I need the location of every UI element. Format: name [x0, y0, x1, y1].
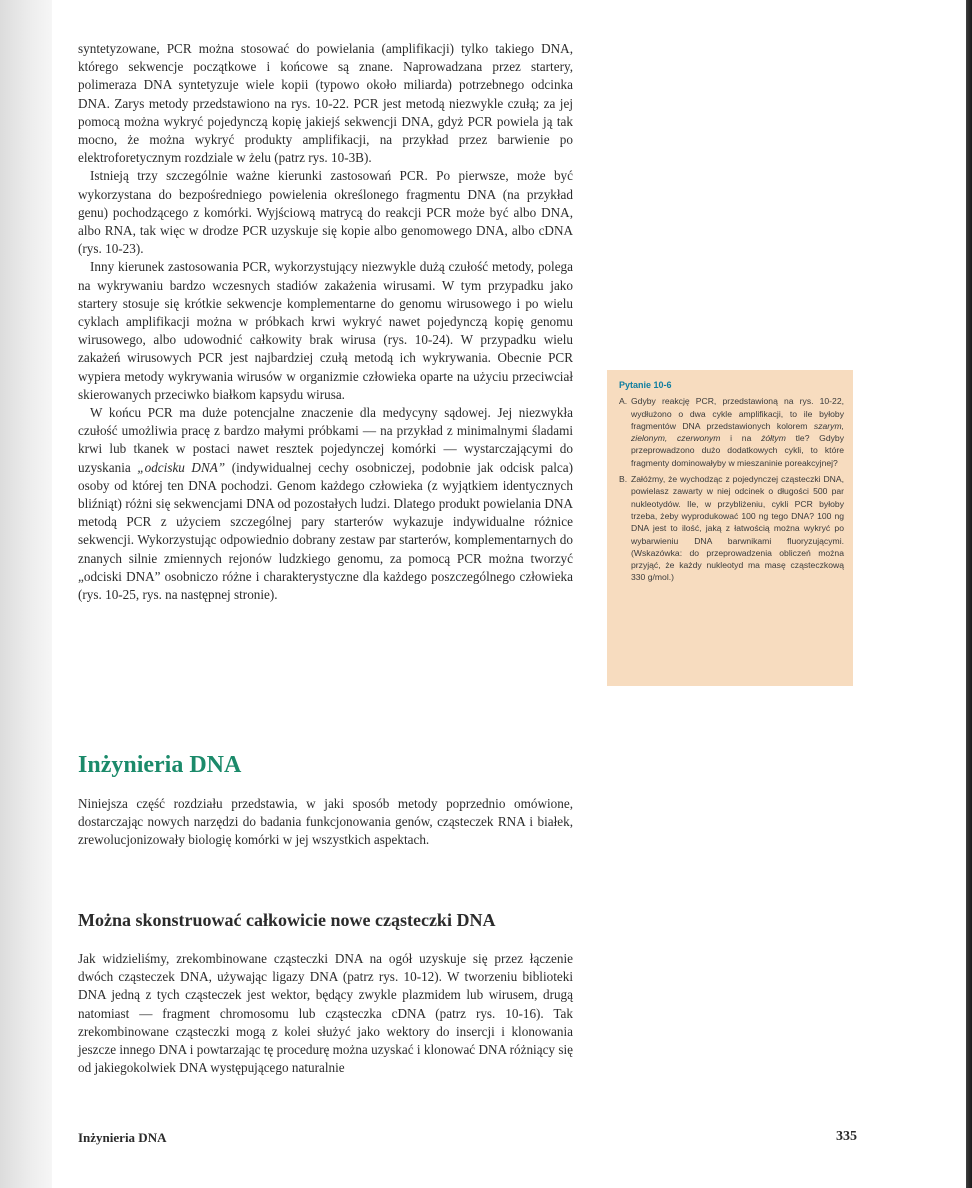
question-title: Pytanie 10-6 — [619, 380, 672, 390]
emphasis-text: żółtym — [761, 433, 786, 444]
body-text-top — [78, 40, 573, 604]
paragraph: Inny kierunek zastosowania PCR, wykorzystujący niezwykle dużą czułość metody, polega na wykrywaniu bardzo wczesnych stadiów zakażenia wirusami. W tym przypadku jako startery stosuje się krótkie sekwencje komplementarne do genomu wirusowego i po wielu cyklach amplifikacji można w próbkach krwi wykryć nawet pojedynczą kopię genomu wirusowego, albo udowodnić całkowity brak wirusa (rys. 10-24). W przypadku wielu zakażeń wirusowych PCR jest najbardziej czułą metodą ich wykrywania. Obecnie PCR wypiera metody wykrywania wirusów w organizmie człowieka oparte na użyciu przeciwciał skierowanych przeciwko białkom kapsydu wirusa. — [78, 259, 573, 402]
emphasis-text: „odcisku DNA” — [137, 459, 226, 475]
section-heading: Inżynieria DNA — [78, 752, 242, 778]
emphasis-text: szarym, zielonym, czerwonym — [631, 420, 844, 444]
text-run: Gdyby reakcję PCR, przedstawioną na rys. 10-22, wydłużono o dwa cykle amplifikacji, to ile byłoby fragmentów DNA przedstawionych kolorem — [631, 396, 844, 431]
question-item-a — [619, 395, 844, 469]
scan-left-margin — [0, 0, 52, 1188]
question-label: B. — [619, 474, 628, 485]
paragraph: Niniejsza część rozdziału przedstawia, w jaki sposób metody poprzednio omówione, dostarczając nowych narzędzi do badania funkcjonowania genów, cząsteczek RNA i białek, zrewolucjonizowały biologię komórki w jej wszystkich aspektach. — [78, 796, 573, 848]
running-footer: Inżynieria DNA — [78, 1130, 167, 1145]
question-label: A. — [619, 396, 628, 407]
subsection-body — [78, 950, 573, 1077]
page-number: 335 — [836, 1129, 857, 1144]
paragraph: Jak widzieliśmy, zrekombinowane cząsteczki DNA na ogół uzyskuje się przez łączenie dwóch cząsteczek DNA, używając ligazy DNA (patrz rys. 10-12). W tworzeniu biblioteki DNA jedną z tych cząsteczek jest wektor, będący zwykle plazmidem lub wirusem, drugą natomiast — fragment chromosomu lub cząsteczka cDNA (patrz rys. 10-16). Tak zrekombinowane cząsteczki mogą z kolei służyć jako wektory do insercji i klonowania jeszcze innego DNA i powtarzając tę procedurę można uzyskać i klonować DNA różniący się od jakiegokolwiek DNA występującego naturalnie — [78, 951, 573, 1076]
question-text — [631, 395, 844, 469]
question-box — [607, 370, 853, 686]
question-item-b — [619, 473, 844, 584]
section-intro — [78, 795, 573, 850]
text-run: tle? Gdyby przeprowadzono dużo dodatkowych cykli, to które fragmenty dominowałyby w mieszaninie poreakcyjnej? — [631, 433, 845, 468]
text-run: i na — [720, 433, 762, 444]
text-run: W końcu PCR ma duże potencjalne znaczenie dla medycyny sądowej. Jej niezwykła czułość umożliwia pracę z bardzo małymi próbkami — na przykład z minimalnymi śladami krwi lub tkanek w postaci nawet resztek pojedynczej komórki — wystarczającymi do uzyskania — [78, 405, 573, 475]
paragraph: Istnieją trzy szczególnie ważne kierunki zastosowań PCR. Po pierwsze, może być wykorzystana do bezpośredniego powielenia określonego fragmentu DNA (na przykład genu) pochodzącego z komórki. Wyjściową matrycą do reakcji PCR może być albo DNA, albo RNA, tak więc w drodze PCR uzyskuje się kopie albo genomowego DNA, albo cDNA (rys. 10-23). — [78, 168, 573, 257]
text-run: (indywidualnej cechy osobniczej, podobnie jak odcisk palca) osoby od której ten DNA pochodzi. Genom każdego człowieka (z wyjątkiem identycznych bliźniąt) różni się sekwencjami DNA od pozostałych ludzi. Dlatego produkt powielania DNA metodą PCR z użyciem szczególnej pary starterów wykazuje indywidualne różnice sekwencji. Wykorzystując odpowiednio dobrany zestaw par starterów, komplementarnych do znanych silnie zmiennych rejonów ludzkiego genomu, za pomocą PCR można tworzyć „odciski DNA” osobniczo różne i charakterystyczne dla każdego poszczególnego człowieka (rys. 10-25, rys. na następnej stronie). — [78, 459, 574, 603]
subsection-heading: Można skonstruować całkowicie nowe cząsteczki DNA — [78, 910, 496, 930]
scan-right-edge — [920, 0, 972, 1188]
paragraph — [78, 404, 573, 604]
question-text: Załóżmy, że wychodząc z pojedynczej cząsteczki DNA, powielasz zawarty w niej odcinek o długości 500 par nukleotydów. Ile, w przybliżeniu, cykli PCR byłoby trzeba, żeby wyprodukować 100 ng tego DNA? 100 ng DNA jest to ilość, jaką z łatwością można wykryć po wybarwieniu DNA barwnikami fluoryzującymi. (Wskazówka: do przeprowadzenia obliczeń można przyjąć, że każdy nukleotyd ma masę cząsteczkową 330 g/mol.) — [631, 474, 844, 583]
paragraph: syntetyzowane, PCR można stosować do powielania (amplifikacji) tylko takiego DNA, którego sekwencje początkowe i końcowe są znane. Naprowadzana przez startery, polimeraza DNA syntetyzuje wiele kopii (typowo około miliarda) potrzebnego odcinka DNA. Zarys metody przedstawiono na rys. 10-22. PCR jest metodą niezwykle czułą; za jej pomocą można wykryć pojedynczą kopię jakiejś sekwencji DNA, gdyż PCR powiela ją tak mocno, że można wykryć produkty amplifikacji, na przykład przez barwienie po elektroforetycznym rozdziale w żelu (patrz rys. 10-3B). — [78, 41, 573, 166]
